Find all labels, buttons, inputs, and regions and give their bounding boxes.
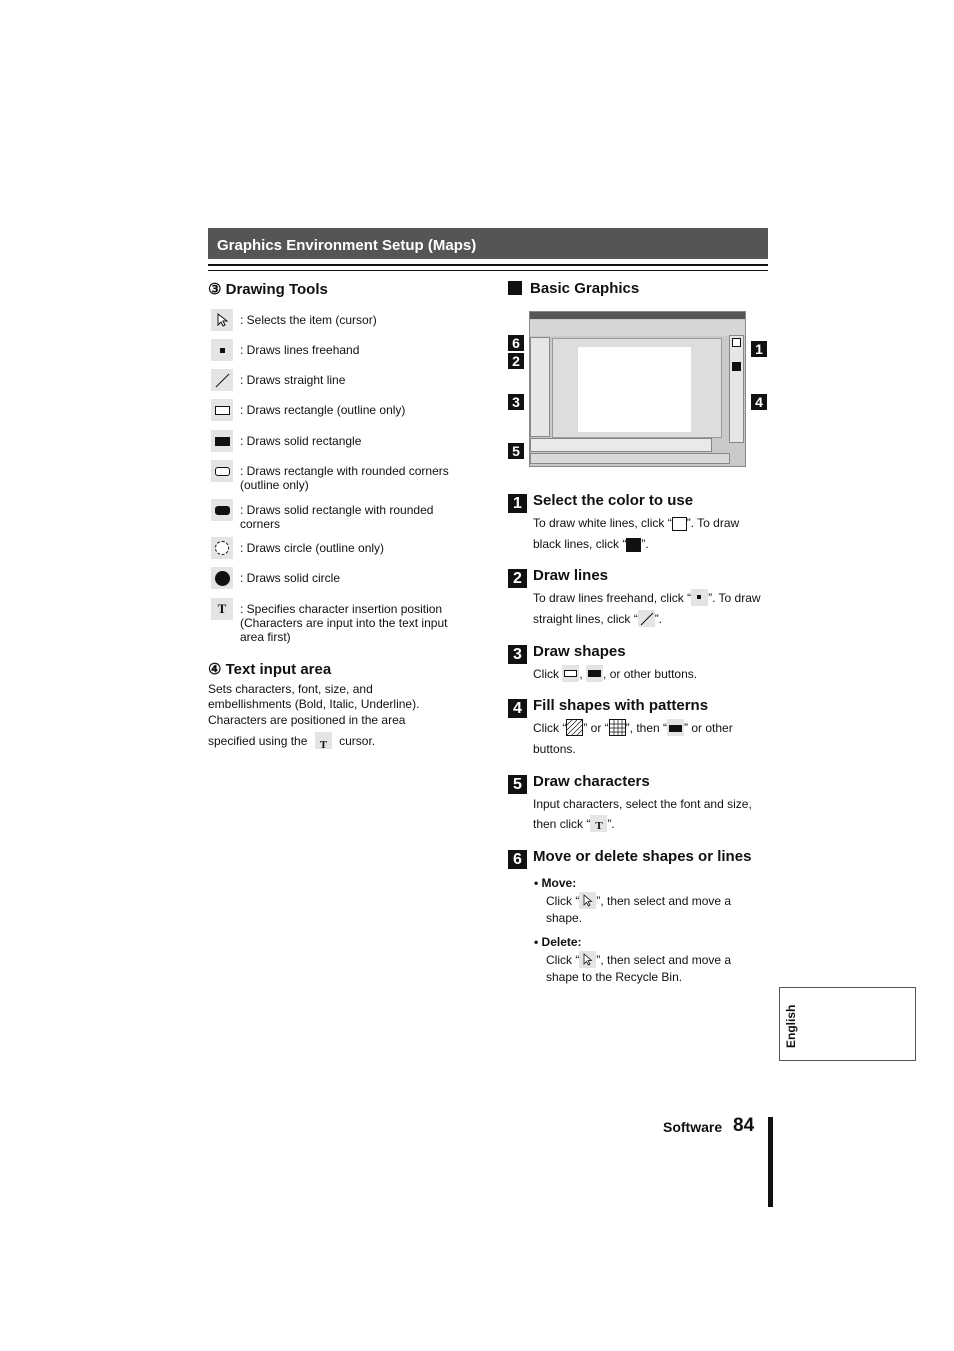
step-4 (508, 697, 770, 760)
divider (208, 264, 768, 266)
tool-row-straight-line (208, 369, 470, 391)
tool-row-rectangle-outline (208, 399, 470, 421)
callout-3: 3 (508, 394, 524, 410)
basic-graphics-section (508, 280, 770, 297)
step-body (533, 664, 770, 685)
rectangle-outline-icon (562, 665, 579, 682)
tool-row-circle-solid (208, 567, 470, 589)
footer-bar (768, 1117, 773, 1207)
text-input-area-body: Characters are positioned in the area (208, 713, 406, 727)
tool-description: : Draws solid rectangle with rounded corners (240, 503, 434, 531)
text-fragment: cursor. (339, 734, 376, 748)
callout-1: 1 (751, 341, 767, 357)
text-fragment: ”. (607, 817, 615, 831)
black-color-icon (626, 538, 641, 552)
drawing-tools-heading: ③ Drawing Tools (208, 281, 328, 298)
step-title (508, 567, 770, 588)
app-screenshot (529, 311, 746, 467)
text-fragment: Click “ (546, 953, 580, 967)
text-fragment: ” or other buttons. (533, 721, 733, 756)
tool-description: : Draws solid rectangle (240, 434, 362, 448)
step-title (508, 492, 770, 513)
tool-row-cursor (208, 309, 470, 331)
step-6 (508, 848, 770, 986)
tool-description: : Draws rectangle (outline only) (240, 403, 406, 417)
white-color-icon (672, 517, 687, 531)
footer-section-label: Software (663, 1119, 723, 1135)
step-title-text: Draw shapes (533, 643, 626, 660)
divider (208, 270, 768, 271)
text-input-area-section (208, 660, 478, 754)
text-fragment: ”, then select and move a shape to the Recycle Bin. (546, 953, 732, 984)
language-tab (779, 987, 916, 1061)
tool-description: : Draws solid circle (240, 571, 341, 585)
rectangle-outline-icon (211, 399, 233, 421)
text-fragment: ”. (641, 537, 649, 551)
tool-description: : Draws circle (outline only) (240, 541, 385, 555)
black-color-swatch (732, 362, 741, 371)
cursor-icon (211, 309, 233, 331)
step-5 (508, 773, 770, 834)
drawing-tools-section (208, 280, 478, 751)
callout-2: 2 (508, 353, 524, 369)
text-fragment: , or other buttons. (603, 667, 698, 681)
tool-description: : Draws straight line (240, 373, 346, 387)
diagonal-pattern-icon (566, 719, 583, 736)
text-cursor-icon: T (211, 598, 233, 620)
text-input-area-body (208, 729, 478, 754)
text-input-area-heading: ④ Text input area (208, 661, 332, 678)
step-title-text: Draw lines (533, 567, 609, 584)
section-title-bar: Graphics Environment Setup (Maps) (208, 228, 768, 259)
circle-solid-icon (211, 567, 233, 589)
page-number: 84 (733, 1115, 755, 1136)
callout-6: 6 (508, 335, 524, 351)
rectangle-solid-icon (667, 719, 684, 736)
language-tab-label: English (784, 1004, 798, 1048)
rounded-rectangle-solid-icon (211, 499, 233, 521)
step-body (533, 718, 770, 760)
step-title-text: Move or delete shapes or lines (533, 848, 752, 865)
toolbar (530, 320, 745, 336)
step-number: 1 (508, 494, 527, 513)
text-input-area-body: Sets characters, font, size, and embellishments (Bold, Italic, Underline). (208, 682, 420, 711)
color-pattern-palette (729, 335, 744, 443)
circle-outline-icon (211, 537, 233, 559)
text-fragment: ”, then select and move a shape. (546, 894, 732, 925)
rectangle-solid-icon (586, 665, 603, 682)
tool-row-freehand (208, 339, 470, 361)
tool-row-text (208, 598, 470, 644)
grid-pattern-icon (609, 719, 626, 736)
text-fragment: , (579, 667, 583, 681)
straight-line-icon (211, 369, 233, 391)
step-title (508, 773, 770, 794)
step-title (508, 848, 770, 869)
freehand-icon (691, 589, 708, 606)
font-settings-bar (530, 453, 730, 464)
text-fragment: ”, then “ (625, 721, 668, 735)
step-body (533, 794, 770, 834)
straight-line-icon (638, 610, 655, 627)
title-bar (530, 312, 745, 319)
delete-text (546, 951, 758, 986)
step-1 (508, 492, 770, 555)
tool-row-rectangle-solid (208, 430, 470, 452)
step-number: 4 (508, 699, 527, 718)
square-bullet-icon (508, 281, 522, 295)
text-fragment: To draw lines freehand, click “ (533, 591, 692, 605)
text-fragment: ”. (654, 612, 663, 626)
move-label: • Move: (534, 876, 577, 890)
text-cursor-icon: T (315, 732, 332, 749)
step-title-text: Fill shapes with patterns (533, 697, 709, 714)
text-fragment: ” or “ (583, 721, 609, 735)
tool-description: : Draws rectangle with rounded corners (outline only) (240, 464, 449, 492)
tool-description: : Selects the item (cursor) (240, 313, 377, 327)
freehand-icon (211, 339, 233, 361)
basic-graphics-heading (508, 280, 770, 297)
tool-row-rounded-outline (208, 460, 470, 492)
step-title-text: Draw characters (533, 773, 650, 790)
text-cursor-icon: T (590, 815, 607, 832)
tool-row-rounded-solid (208, 499, 470, 531)
step-title (508, 697, 770, 718)
move-text (546, 892, 758, 927)
paper (578, 347, 691, 432)
basic-graphics-title: Basic Graphics (530, 280, 640, 297)
tool-row-circle-outline (208, 537, 470, 559)
callout-5: 5 (508, 443, 524, 459)
tool-description: : Specifies character insertion position (Characters are input into the text input area first) (240, 602, 448, 644)
step-body (533, 513, 770, 555)
rounded-rectangle-outline-icon (211, 460, 233, 482)
delete-label: • Delete: (534, 935, 582, 949)
white-color-swatch (732, 338, 741, 347)
text-fragment: specified using the (208, 734, 308, 748)
text-fragment: Click “ (533, 721, 567, 735)
step-3 (508, 643, 770, 685)
text-input-area (530, 438, 712, 452)
step-number: 2 (508, 569, 527, 588)
step-title-text: Select the color to use (533, 492, 694, 509)
text-fragment: ”. To draw straight lines, click “ (533, 591, 761, 626)
step-2 (508, 567, 770, 630)
cursor-icon (579, 951, 596, 968)
text-fragment: ”. To draw black lines, click “ (533, 516, 740, 551)
rectangle-solid-icon (211, 430, 233, 452)
cursor-icon (579, 892, 596, 909)
text-fragment: Click (533, 667, 559, 681)
tool-palette (530, 337, 550, 437)
text-fragment: To draw white lines, click “ (533, 516, 672, 530)
step-number: 6 (508, 850, 527, 869)
text-fragment: Input characters, select the font and size, then click “ (533, 797, 752, 831)
callout-4: 4 (751, 394, 767, 410)
step-number: 5 (508, 775, 527, 794)
tool-description: : Draws lines freehand (240, 343, 360, 357)
step-title (508, 643, 770, 664)
step-body (534, 875, 770, 986)
step-number: 3 (508, 645, 527, 664)
text-fragment: Click “ (546, 894, 580, 908)
step-body (533, 588, 770, 630)
